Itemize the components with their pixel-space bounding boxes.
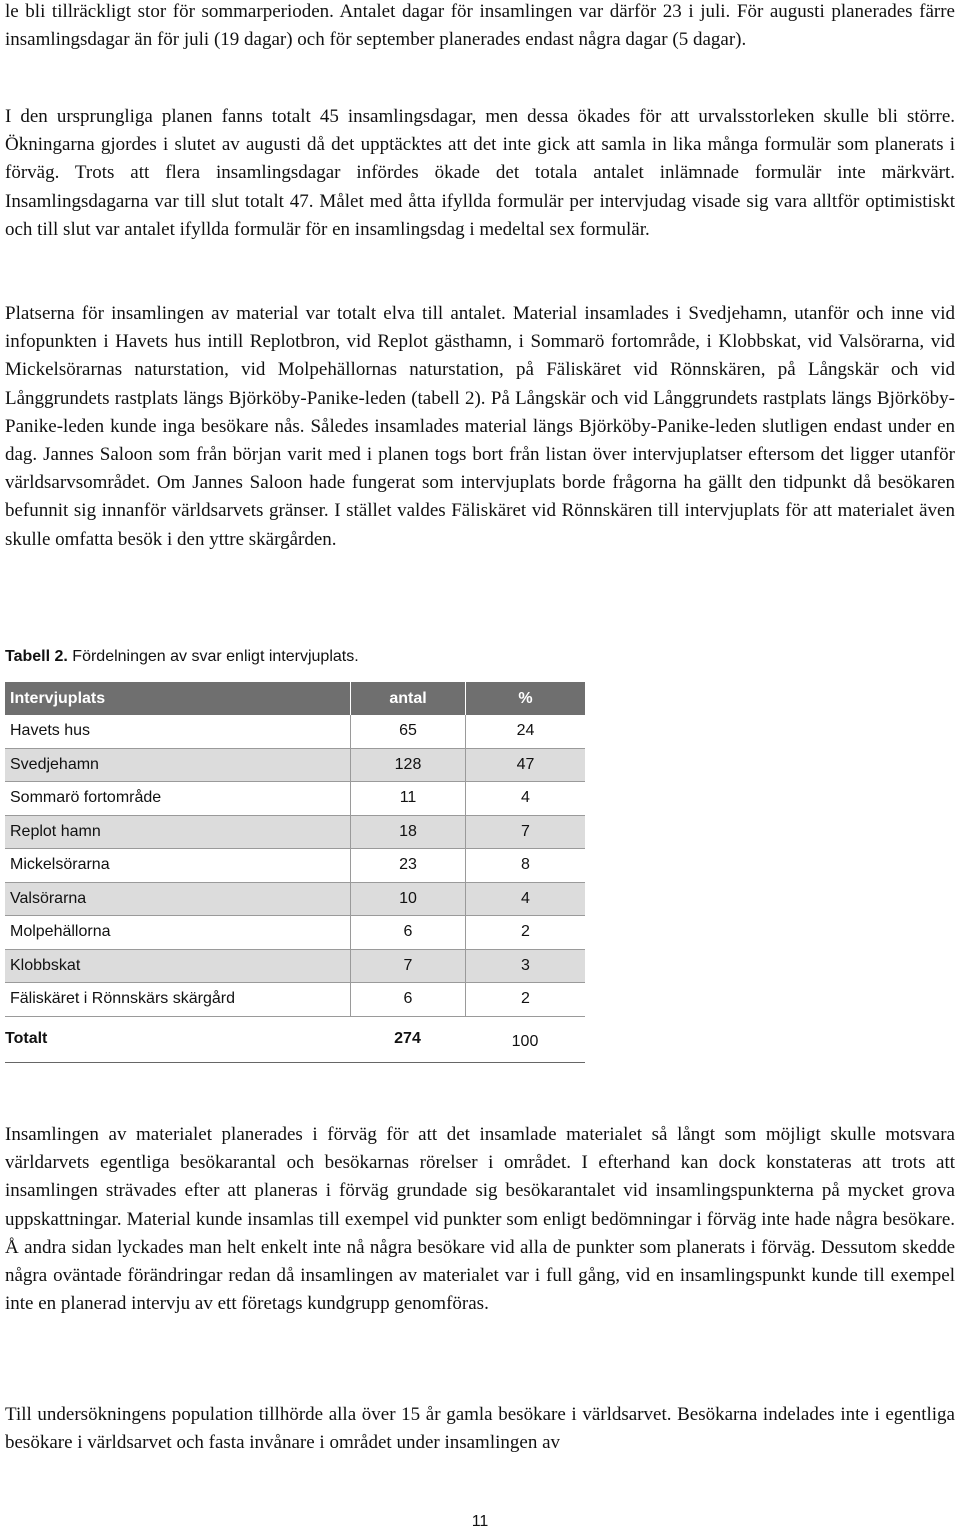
table-caption-text: Fördelningen av svar enligt intervjuplats.	[67, 648, 359, 665]
row-percent: 4	[465, 883, 585, 916]
row-count: 10	[350, 883, 465, 916]
table-row	[5, 749, 585, 783]
row-count: 6	[350, 916, 465, 949]
total-label: Totalt	[5, 1030, 48, 1047]
row-percent: 24	[465, 715, 585, 748]
row-count: 128	[350, 749, 465, 782]
row-place: Replot hamn	[10, 822, 101, 840]
table-caption	[5, 648, 359, 666]
total-percent: 100	[511, 1033, 539, 1050]
row-percent: 47	[465, 749, 585, 782]
row-place: Fäliskäret i Rönnskärs skärgård	[10, 990, 235, 1008]
total-count: 274	[394, 1030, 421, 1047]
table-row	[5, 849, 585, 883]
row-count: 65	[350, 715, 465, 748]
row-percent: 4	[465, 782, 585, 815]
row-place: Valsörarna	[10, 889, 87, 907]
table-row	[5, 950, 585, 984]
row-place: Havets hus	[10, 722, 91, 740]
table-row	[5, 883, 585, 917]
table-row	[5, 983, 585, 1017]
distribution-table	[5, 682, 585, 1063]
table-row	[5, 782, 585, 816]
row-percent: 2	[465, 916, 585, 949]
row-place: Molpehällorna	[10, 923, 111, 941]
table-row	[5, 715, 585, 749]
table-total-row	[5, 1017, 585, 1063]
page-number: 11	[471, 1513, 489, 1530]
header-antal: antal	[350, 682, 465, 715]
paragraph-2: I den ursprungliga planen fanns totalt 45 insamlingsdagar, men dessa ökades för att urvalsstorleken skulle bli större. Ökningarna gjordes i slutet av augusti då det upptäcktes att det inte gick att samla in lika många formulär som planerats i förväg. Trots att flera insamlingsdagar infördes ökade det totala antalet inlämnade formulär inte märkvärt. Insamlingsdagarna var till slut totalt 47. Målet med åtta ifyllda formulär per intervjudag visade sig vara alltför optimistiskt och till slut var antalet ifyllda formulär för en insamlingsdag i medeltal sex formulär.	[5, 106, 955, 240]
paragraph-5: Till undersökningens population tillhörde alla över 15 år gamla besökare i världsarvet. Besökarna indelades inte i egentliga besökare i världsarvet och fasta invånare i området under insamlingen av	[5, 1404, 955, 1454]
header-percent: %	[465, 682, 585, 715]
row-count: 7	[350, 950, 465, 983]
row-place: Klobbskat	[10, 956, 81, 974]
table-header-row	[5, 682, 585, 715]
paragraph-1: le bli tillräckligt stor för sommarperioden. Antalet dagar för insamlingen var därför 23 i juli. För augusti planerades färre insamlingsdagar än för juli (19 dagar) och för september planerades endast några dagar (5 dagar).	[5, 1, 955, 51]
row-percent: 8	[465, 849, 585, 882]
table-row	[5, 916, 585, 950]
header-intervjuplats: Intervjuplats	[10, 689, 106, 707]
row-percent: 3	[465, 950, 585, 983]
row-count: 18	[350, 816, 465, 849]
paragraph-3: Platserna för insamlingen av material var totalt elva till antalet. Material insamlades i Svedjehamn, utanför och inne vid infopunkten i Havets hus intill Replotbron, vid Replot gästhamn, i Sommarö fortområde, i Klobbskat, vid Valsörarna, vid Mickelsörarnas naturstation, vid Molpehällornas naturstation, på Fäliskäret vid Rönnskären, på Långskär och vid Långgrundets rastplats längs Björköby-Panike-leden (tabell 2). På Långskär och vid Långgrundets rastplats längs Björköby-Panike-leden kunde inga besökare nås. Således insamlades material längs Björköby-Panike-leden slutligen endast under en dag. Jannes Saloon som från början varit med i planen togs bort från listan över intervjuplatser eftersom det ligger utanför världsarvsområdet. Om Jannes Saloon hade fungerat som intervjuplats borde frågorna ha gällt den tidpunkt då besökaren befunnit sig innanför världsarvets gränser. I stället valdes Fäliskäret vid Rönnskären till intervjuplats för att materialet även skulle omfatta besök i den yttre skärgården.	[5, 303, 955, 550]
row-count: 23	[350, 849, 465, 882]
table-row	[5, 816, 585, 850]
row-count: 11	[350, 782, 465, 815]
paragraph-4: Insamlingen av materialet planerades i förväg för att det insamlade materialet så långt som möjligt skulle motsvara världarvets egentliga besökarantal och besökarnas rörelser i området. I efterhand kan dock konstateras att trots att insamlingen strävades efter att planeras i förväg grundade sig besökarantalet vid insamlingspunkterna på mycket grova uppskattningar. Material kunde insamlas till exempel vid punkter som enligt bedömningar i förväg inte hade några besökare. Å andra sidan lyckades man helt enkelt inte nå några besökare vid alla de punkter som planerats i förväg. Dessutom skedde några oväntade förändringar redan då insamlingen av materialet var i full gång, vid en insamlingspunkt kunde till exempel inte en planerad intervju av ett företags kundgrupp genomföras.	[5, 1124, 955, 1315]
row-place: Svedjehamn	[10, 755, 99, 773]
table-caption-label: Tabell 2.	[5, 648, 68, 665]
row-place: Mickelsörarna	[10, 856, 110, 874]
row-percent: 7	[465, 816, 585, 849]
row-percent: 2	[465, 983, 585, 1016]
row-count: 6	[350, 983, 465, 1016]
row-place: Sommarö fortområde	[10, 789, 162, 807]
